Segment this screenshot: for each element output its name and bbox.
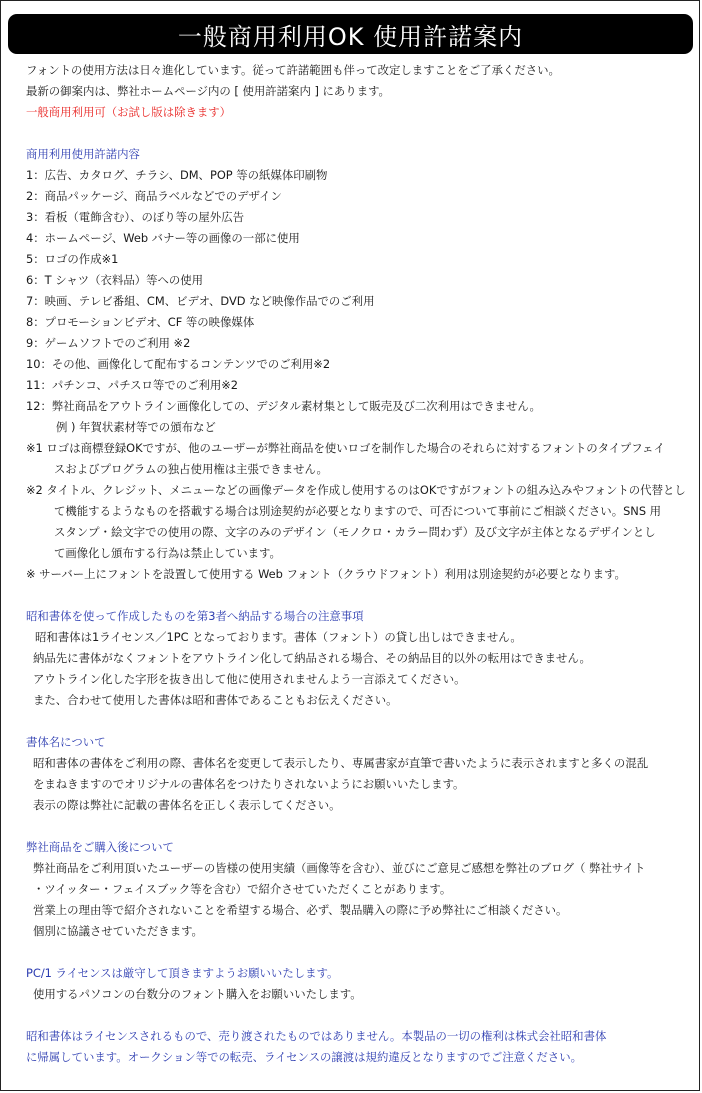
license-content bbox=[26, 60, 686, 1068]
typeface-name-line: 昭和書体の書体をご利用の際、書体名を変更して表示したり、専属書家が直筆で書いたように表示されますと多くの混乱 bbox=[33, 756, 649, 770]
usage-example: 例 ) 年賀状素材等での頒布など bbox=[56, 420, 216, 434]
page-title-banner bbox=[8, 14, 693, 54]
section-heading-after-purchase: 弊社商品をご購入後について bbox=[26, 840, 174, 854]
footnote-2-cont: て機能するようなものを搭載する場合は別途契約が必要となりますので、可否について事前にご相談ください。SNS 用 bbox=[54, 504, 662, 518]
section-heading-typeface-name: 書体名について bbox=[26, 735, 106, 749]
usage-item: 9：ゲームソフトでのご利用 ※2 bbox=[26, 336, 191, 350]
footer-rights-line: に帰属しています。オークション等での転売、ライセンスの譲渡は規約違反となりますのでご注意ください。 bbox=[26, 1050, 582, 1064]
usage-item: 1：広告、カタログ、チラシ、DM、POP 等の紙媒体印刷物 bbox=[26, 168, 328, 182]
usage-item: 3：看板（電飾含む）、のぼり等の屋外広告 bbox=[26, 210, 244, 224]
section-heading-delivery: 昭和書体を使って作成したものを第3者へ納品する場合の注意事項 bbox=[26, 609, 364, 623]
usage-item: 6：T シャツ（衣料品）等への使用 bbox=[26, 273, 204, 287]
footnote-2-cont: スタンプ・絵文字での使用の際、文字のみのデザイン（モノクロ・カラー問わず）及び文字が主体となるデザインとし bbox=[54, 525, 656, 539]
delivery-line: また、合わせて使用した書体は昭和書体であることもお伝えください。 bbox=[33, 693, 398, 707]
after-purchase-line: 個別に協議させていただきます。 bbox=[33, 924, 203, 938]
after-purchase-line: ・ツイッター・フェイスブック等を含む）で紹介させていただくことがあります。 bbox=[33, 882, 452, 896]
footnote-2-cont: て画像化し頒布する行為は禁止しています。 bbox=[54, 546, 281, 560]
delivery-line: 納品先に書体がなくフォントをアウトライン化して納品される場合、その納品目的以外の転用はできません。 bbox=[33, 651, 591, 665]
footnote-1-cont: スおよびプログラムの独占使用権は主張できません。 bbox=[54, 462, 328, 476]
section-heading-commercial-use: 商用利用使用許諾内容 bbox=[26, 147, 140, 161]
commercial-use-note: 一般商用利用可（お試し版は除きます） bbox=[26, 105, 232, 119]
footnote-1: ※1 ロゴは商標登録OKですが、他のユーザーが弊社商品を使いロゴを制作した場合のそれらに対するフォントのタイプフェイ bbox=[26, 441, 665, 455]
usage-item: 4：ホームページ、Web バナー等の画像の一部に使用 bbox=[26, 231, 300, 245]
footnote-web-font: ※ サーバー上にフォントを設置して使用する Web フォント（クラウドフォント）利用は別途契約が必要となります。 bbox=[26, 567, 626, 581]
footnote-2: ※2 タイトル、クレジット、メニューなどの画像データを作成し使用するのはOKですがフォントの組み込みやフォントの代替とし bbox=[26, 483, 686, 497]
typeface-name-line: 表示の際は弊社に記載の書体名を正しく表示してください。 bbox=[33, 798, 341, 812]
usage-item: 11：パチンコ、パチスロ等でのご利用※2 bbox=[26, 378, 239, 392]
usage-item: 12：弊社商品をアウトライン画像化しての、デジタル素材集として販売及び二次利用はできません。 bbox=[26, 399, 541, 413]
usage-item: 10：その他、画像化して配布するコンテンツでのご利用※2 bbox=[26, 357, 331, 371]
usage-item: 2：商品パッケージ、商品ラベルなどでのデザイン bbox=[26, 189, 282, 203]
delivery-line: 昭和書体は1ライセンス／1PC となっております。書体（フォント）の貸し出しはできません。 bbox=[35, 630, 522, 644]
delivery-line: アウトライン化した字形を抜き出して他に使用されませんよう一言添えてください。 bbox=[33, 672, 466, 686]
typeface-name-line: をまねきますのでオリジナルの書体名をつけたりされないようにお願いいたします。 bbox=[33, 777, 465, 791]
section-heading-license: PC/1 ライセンスは厳守して頂きますようお願いいたします。 bbox=[26, 966, 339, 980]
intro-line: フォントの使用方法は日々進化しています。従って許諾範囲も伴って改定しますことをご了承ください。 bbox=[26, 63, 560, 77]
intro-line: 最新の御案内は、弊社ホームページ内の [ 使用許諾案内 ] にあります。 bbox=[26, 84, 390, 98]
usage-item: 5：ロゴの作成※1 bbox=[26, 252, 119, 266]
license-line: 使用するパソコンの台数分のフォント購入をお願いいたします。 bbox=[33, 987, 362, 1001]
footer-rights-line: 昭和書体はライセンスされるもので、売り渡されたものではありません。本製品の一切の権利は株式会社昭和書体 bbox=[26, 1029, 607, 1043]
after-purchase-line: 営業上の理由等で紹介されないことを希望する場合、必ず、製品購入の際に予め弊社にご相談ください。 bbox=[33, 903, 568, 917]
usage-item: 7：映画、テレビ番組、CM、ビデオ、DVD など映像作品でのご利用 bbox=[26, 294, 375, 308]
page-title: 一般商用利用OK 使用許諾案内 bbox=[177, 22, 524, 51]
usage-item: 8：プロモーションビデオ、CF 等の映像媒体 bbox=[26, 315, 255, 329]
after-purchase-line: 弊社商品をご利用頂いたユーザーの皆様の使用実績（画像等を含む）、並びにご意見ご感想を弊社のブログ（ 弊社サイト bbox=[33, 861, 646, 875]
